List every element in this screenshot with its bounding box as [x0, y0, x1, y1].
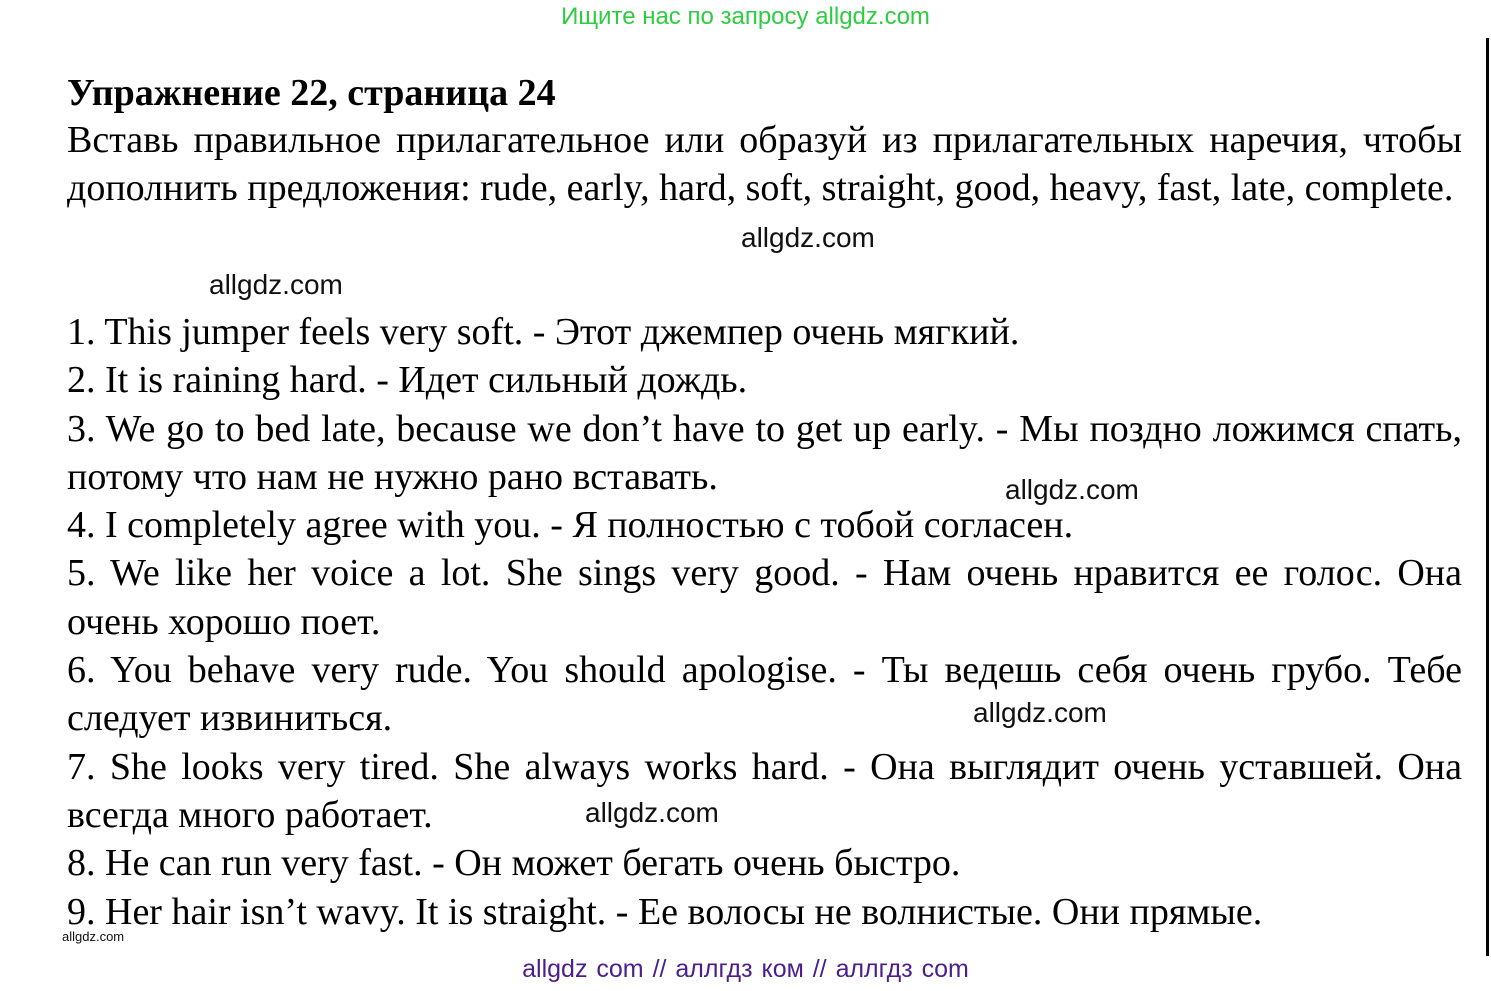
exercise-task: Вставь правильное прилагательное или образуй из прилагательных наречия, чтобы дополнить предложения: rude, early, hard, soft, straight, good, heavy, fast, late, complete. — [67, 119, 1462, 209]
page-edge-border — [1486, 38, 1489, 956]
answer-item: 6. You behave very rude. You should apologise. - Ты ведешь себя очень грубо. Тебе следует извиниться. — [67, 649, 1462, 740]
exercise-title: Упражнение 22, страница 24 — [67, 72, 556, 114]
answer-item: 7. She looks very tired. She always works hard. - Она выглядит очень уставшей. Она всегда много работает. — [67, 745, 1462, 836]
answer-item: 9. Her hair isn’t wavy. It is straight. - Ее волосы не волнистые. Они прямые. — [67, 890, 1263, 933]
watermark-small: allgdz.com — [62, 929, 125, 944]
answer-item: 3. We go to bed late, because we don’t have to get up early. - Мы поздно ложимся спать, потому что нам не нужно рано вставать. — [67, 407, 1462, 498]
watermark: allgdz.com — [1005, 474, 1139, 505]
watermark: allgdz.com — [209, 269, 343, 300]
search-banner: Ищите нас по запросу allgdz.com — [561, 3, 930, 30]
watermark: allgdz.com — [741, 222, 875, 253]
answer-item: 2. It is raining hard. - Идет сильный дождь. — [67, 359, 748, 402]
watermark: allgdz.com — [585, 797, 719, 828]
watermark: allgdz.com — [973, 697, 1107, 728]
footer-links: allgdz com // аллгдз ком // аллгдз com — [522, 955, 969, 983]
answer-item: 8. He can run very fast. - Он может бегать очень быстро. — [67, 842, 961, 885]
answer-list — [67, 308, 1462, 936]
answer-item: 1. This jumper feels very soft. - Этот джемпер очень мягкий. — [67, 311, 1020, 353]
answer-item: 4. I completely agree with you. - Я полностью с тобой согласен. — [67, 504, 1074, 547]
exercise-header — [67, 70, 1462, 212]
answer-item: 5. We like her voice a lot. She sings very good. - Нам очень нравится ее голос. Она очень хорошо поет. — [67, 552, 1462, 643]
